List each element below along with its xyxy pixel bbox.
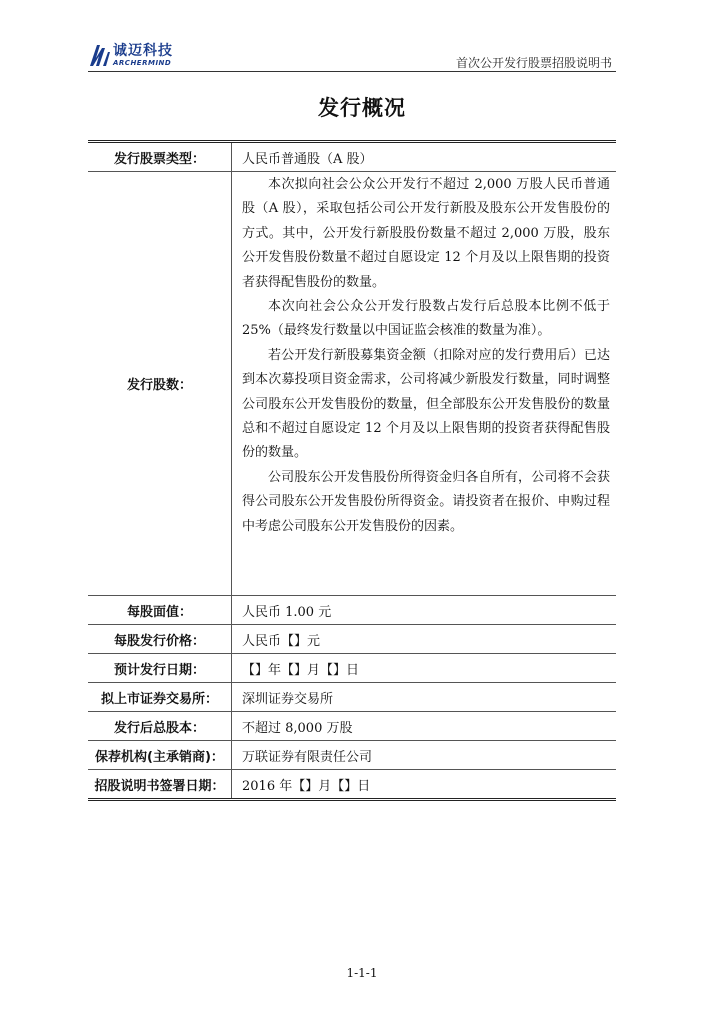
paragraph: 本次向社会公众公开发行股数占发行后总股本比例不低于 25%（最终发行数量以中国证监会核准的数量为准）。 (242, 299, 610, 339)
page-header (88, 40, 616, 72)
table-row (88, 711, 616, 740)
document-name: 首次公开发行股票招股说明书 (455, 56, 612, 70)
paragraph: 本次拟向社会公众公开发行不超过 2,000 万股人民币普通股（A 股），采取包括公司公开发行新股及股东公开发售股份的方式。其中，公开发行新股股份数量不超过 2,000 万股，股东公开发售股份数量不超过自愿设定 12 个月及以上限售期的投资者获得配售股份的数量。 (242, 177, 610, 290)
table-row (88, 740, 616, 769)
offering-summary-table (88, 140, 616, 801)
row-label: 预计发行日期： (88, 654, 232, 682)
row-label: 保荐机构(主承销商)： (88, 741, 232, 769)
header-rule (88, 71, 616, 72)
logo-mark-icon (88, 42, 110, 68)
row-label: 发行后总股本： (88, 712, 232, 740)
page-number: 1-1-1 (346, 966, 378, 980)
table-row (88, 682, 616, 711)
row-value: 2016 年【】月【】日 (242, 778, 371, 794)
row-value: 【】年【】月【】日 (242, 662, 360, 678)
row-value: 人民币普通股（A 股） (242, 151, 373, 167)
table-row (88, 143, 616, 171)
logo-english-text: ARCHERMIND (113, 58, 172, 67)
logo-chinese-text: 诚迈科技 (113, 42, 173, 59)
paragraph: 若公开发行新股募集资金额（扣除对应的发行费用后）已达到本次募投项目资金需求，公司将减少新股发行数量，同时调整公司股东公开发售股份的数量，但全部股东公开发售股份的数量总和不超过自愿设定 12 个月及以上限售期的投资者获得配售股份的数量。 (242, 347, 610, 461)
table-row (88, 171, 616, 595)
row-label: 拟上市证券交易所： (88, 683, 232, 711)
table-row (88, 624, 616, 653)
row-label: 招股说明书签署日期： (88, 770, 232, 798)
row-label: 发行股票类型： (88, 143, 232, 171)
row-value: 深圳证券交易所 (242, 691, 334, 707)
table-row (88, 653, 616, 682)
row-value: 人民币【】元 (242, 633, 321, 649)
row-label: 每股发行价格： (88, 625, 232, 653)
row-value: 万联证券有限责任公司 (242, 749, 373, 765)
row-value (232, 172, 616, 595)
paragraph: 公司股东公开发售股份所得资金归各自所有，公司将不会获得公司股东公开发售股份所得资金。请投资者在报价、申购过程中考虑公司股东公开发售股份的因素。 (242, 469, 610, 534)
row-label: 每股面值： (88, 596, 232, 624)
table-row (88, 769, 616, 798)
row-value: 不超过 8,000 万股 (242, 720, 353, 736)
row-value: 人民币 1.00 元 (242, 604, 332, 620)
company-logo (88, 40, 173, 70)
table-row (88, 595, 616, 624)
row-label: 发行股数： (88, 172, 232, 595)
page-title: 发行概况 (318, 96, 406, 120)
